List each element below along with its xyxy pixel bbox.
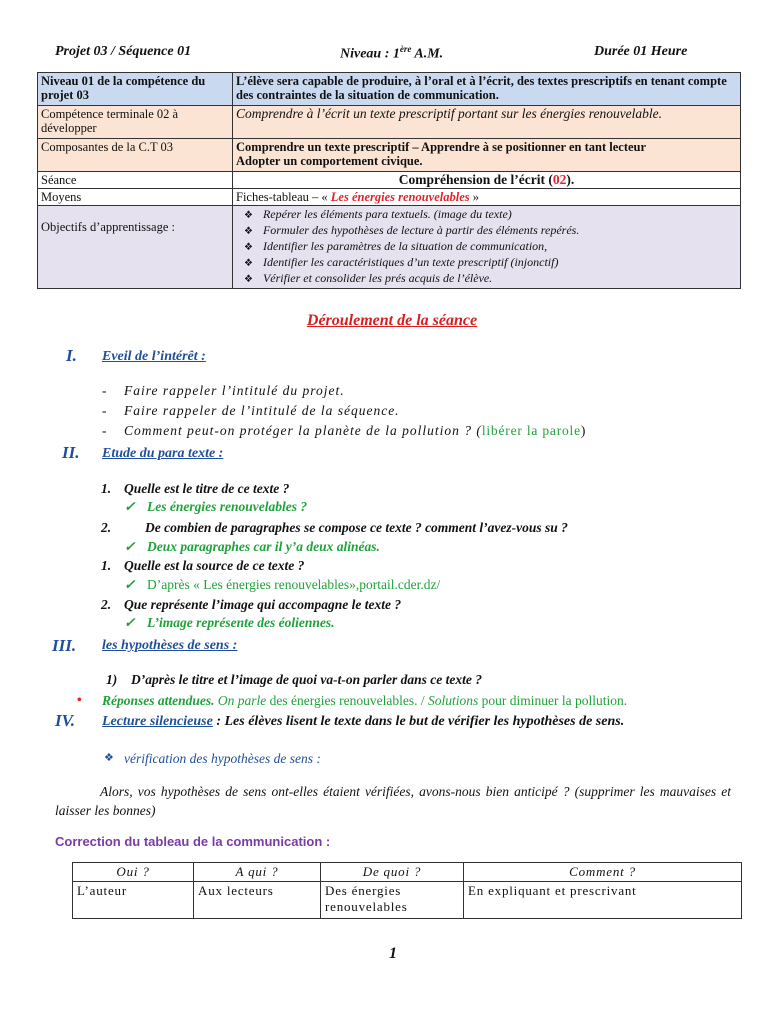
expected-answers-label: Réponses attendues. bbox=[102, 693, 215, 708]
list-item bbox=[244, 239, 737, 255]
objective-text: Identifier les caractéristiques d’un texte prescriptif (injonctif) bbox=[262, 255, 559, 269]
table-cell: En expliquant et prescrivant bbox=[464, 882, 742, 919]
section2-number: II. bbox=[62, 443, 80, 462]
question-text: Quelle est la source de ce texte ? bbox=[124, 558, 305, 573]
row5-value bbox=[233, 189, 741, 206]
header-niveau bbox=[340, 44, 443, 63]
expected-answers bbox=[102, 693, 627, 709]
objective-text: Identifier les paramètres de la situation de communication, bbox=[262, 239, 548, 253]
correction-title: Correction du tableau de la communication : bbox=[55, 834, 331, 849]
table-cell: Aux lecteurs bbox=[194, 882, 321, 919]
table-row bbox=[38, 206, 741, 289]
table-header-row bbox=[73, 863, 742, 882]
row5-prefix: Fiches-tableau – « bbox=[236, 190, 331, 204]
question-text: D’après le titre et l’image de quoi va-t-on parler dans ce texte ? bbox=[131, 672, 482, 687]
objective-text: Vérifier et consolider les prés acquis de l’élève. bbox=[262, 271, 493, 285]
answer-text: L’image représente des éoliennes. bbox=[147, 615, 335, 630]
list-item bbox=[244, 223, 737, 239]
row5-label: Moyens bbox=[38, 189, 233, 206]
diamond-bullet-icon: ❖ bbox=[244, 210, 253, 221]
row4-value bbox=[233, 172, 741, 189]
row1-label: Niveau 01 de la compétence du projet 03 bbox=[38, 73, 233, 106]
diamond-bullet-icon: ❖ bbox=[244, 242, 253, 253]
section3-title: les hypothèses de sens : bbox=[102, 638, 238, 653]
dash-bullet: - bbox=[102, 403, 107, 418]
row1-value: L’élève sera capable de produire, à l’oral et à l’écrit, des textes prescriptifs en tenant compte des contraintes de la situation de communication. bbox=[233, 73, 741, 106]
table-row bbox=[38, 139, 741, 172]
table-row bbox=[73, 882, 742, 919]
row3-value bbox=[233, 139, 741, 172]
page-title: Déroulement de la séance bbox=[306, 312, 478, 329]
row4-label: Séance bbox=[38, 172, 233, 189]
header-niveau-prefix: Niveau : 1 bbox=[340, 46, 400, 62]
row5-suffix: » bbox=[469, 190, 480, 204]
question-number: 1. bbox=[101, 481, 112, 496]
section1-item: Faire rappeler l’intitulé du projet. bbox=[124, 383, 345, 398]
section4-text: Les élèves lisent le texte dans le but de vérifier les hypothèses de sens. bbox=[220, 714, 625, 729]
table-cell: Des énergies renouvelables bbox=[321, 882, 464, 919]
row3-label: Composantes de la C.T 03 bbox=[38, 139, 233, 172]
dash-bullet: - bbox=[102, 423, 107, 438]
check-icon: ✓ bbox=[124, 615, 136, 630]
expected-answers-plain1: des énergies renouvelables. / bbox=[266, 693, 428, 708]
list-item bbox=[244, 271, 737, 287]
col-header: De quoi ? bbox=[321, 863, 464, 882]
check-icon: ✓ bbox=[124, 539, 136, 554]
question-number: 2. bbox=[101, 520, 112, 535]
diamond-bullet-icon: ❖ bbox=[244, 258, 253, 269]
table-cell: L’auteur bbox=[73, 882, 194, 919]
dash-bullet: - bbox=[102, 383, 107, 398]
answer-text: Deux paragraphes car il y’a deux alinéas. bbox=[147, 539, 380, 554]
header-niveau-suffix: A.M. bbox=[411, 46, 444, 62]
header-niveau-sup: ère bbox=[399, 44, 412, 54]
section1-close-paren: ) bbox=[580, 423, 586, 438]
question-text: De combien de paragraphes se compose ce texte ? comment l’avez-vous su ? bbox=[145, 520, 568, 535]
check-icon: ✓ bbox=[124, 577, 136, 592]
section2-title: Etude du para texte : bbox=[102, 446, 224, 461]
list-item bbox=[244, 207, 737, 223]
row4-num: 02 bbox=[552, 172, 567, 187]
objectives-list bbox=[236, 207, 737, 287]
col-header: A qui ? bbox=[194, 863, 321, 882]
row6-label: Objectifs d’apprentissage : bbox=[38, 206, 233, 289]
answer-text: D’après « Les énergies renouvelables»,portail.cder.dz/ bbox=[147, 577, 441, 592]
expected-answers-it1: On parle bbox=[214, 693, 267, 708]
answer-text: Les énergies renouvelables ? bbox=[147, 499, 308, 514]
row6-value bbox=[233, 206, 741, 289]
objective-text: Formuler des hypothèses de lecture à partir des éléments repérés. bbox=[262, 223, 580, 237]
communication-table bbox=[72, 862, 742, 919]
row3-value-line1: Comprendre un texte prescriptif – Apprendre à se positionner en tant lecteur bbox=[236, 140, 647, 154]
table-row bbox=[38, 172, 741, 189]
section1-item-text: Comment peut-on protéger la planète de la pollution ? ( bbox=[124, 423, 482, 438]
section1-number: I. bbox=[66, 346, 77, 365]
question-number: 1. bbox=[101, 558, 112, 573]
section1-item bbox=[124, 423, 585, 439]
col-header: Oui ? bbox=[73, 863, 194, 882]
section4-title: Lecture silencieuse bbox=[102, 714, 213, 729]
section1-green-text: libérer la parole bbox=[481, 423, 581, 438]
row2-value: Comprendre à l’écrit un texte prescriptif portant sur les énergies renouvelable. bbox=[233, 106, 741, 139]
section3-number: III. bbox=[52, 636, 77, 655]
table-row bbox=[38, 106, 741, 139]
check-icon: ✓ bbox=[124, 499, 136, 514]
competence-table bbox=[37, 72, 741, 289]
section4-paragraph: Alors, vos hypothèses de sens ont-elles étaient vérifiées, avons-nous bien anticipé ? (supprimer les mauvaises et laisser les bonnes) bbox=[55, 784, 731, 818]
table-row bbox=[38, 189, 741, 206]
red-bullet-icon: • bbox=[77, 692, 82, 707]
section1-item: Faire rappeler de l’intitulé de la séquence. bbox=[124, 403, 400, 418]
question-text: Quelle est le titre de ce texte ? bbox=[124, 481, 290, 496]
table-row bbox=[38, 73, 741, 106]
expected-answers-plain2: pour diminuer la pollution. bbox=[478, 693, 628, 708]
header-projet: Projet 03 / Séquence 01 bbox=[55, 44, 192, 59]
section4-subtitle: vérification des hypothèses de sens : bbox=[124, 751, 321, 766]
section1-title: Eveil de l’intérêt : bbox=[102, 349, 206, 364]
expected-answers-it2: Solutions bbox=[427, 693, 479, 708]
header-duree: Durée 01 Heure bbox=[594, 44, 688, 59]
row3-value-line2: Adopter un comportement civique. bbox=[236, 154, 423, 168]
diamond-bullet-icon: ❖ bbox=[244, 226, 253, 237]
section4-number: IV. bbox=[55, 711, 76, 730]
question-text: Que représente l’image qui accompagne le texte ? bbox=[124, 597, 402, 612]
row5-title: Les énergies renouvelables bbox=[330, 190, 470, 204]
diamond-bullet-icon: ❖ bbox=[244, 274, 253, 285]
section4-colon: : bbox=[212, 714, 221, 729]
question-number: 1) bbox=[106, 672, 118, 687]
objective-text: Repérer les éléments para textuels. (image du texte) bbox=[262, 207, 512, 221]
list-item bbox=[244, 255, 737, 271]
diamond-bullet-icon: ❖ bbox=[104, 752, 114, 764]
section4-line bbox=[102, 714, 624, 730]
row4-suffix: ). bbox=[566, 172, 575, 187]
row2-label: Compétence terminale 02 à développer bbox=[38, 106, 233, 139]
question-number: 2. bbox=[101, 597, 112, 612]
row4-prefix: Compréhension de l’écrit ( bbox=[398, 172, 553, 187]
col-header: Comment ? bbox=[464, 863, 742, 882]
page-number: 1 bbox=[389, 945, 397, 962]
